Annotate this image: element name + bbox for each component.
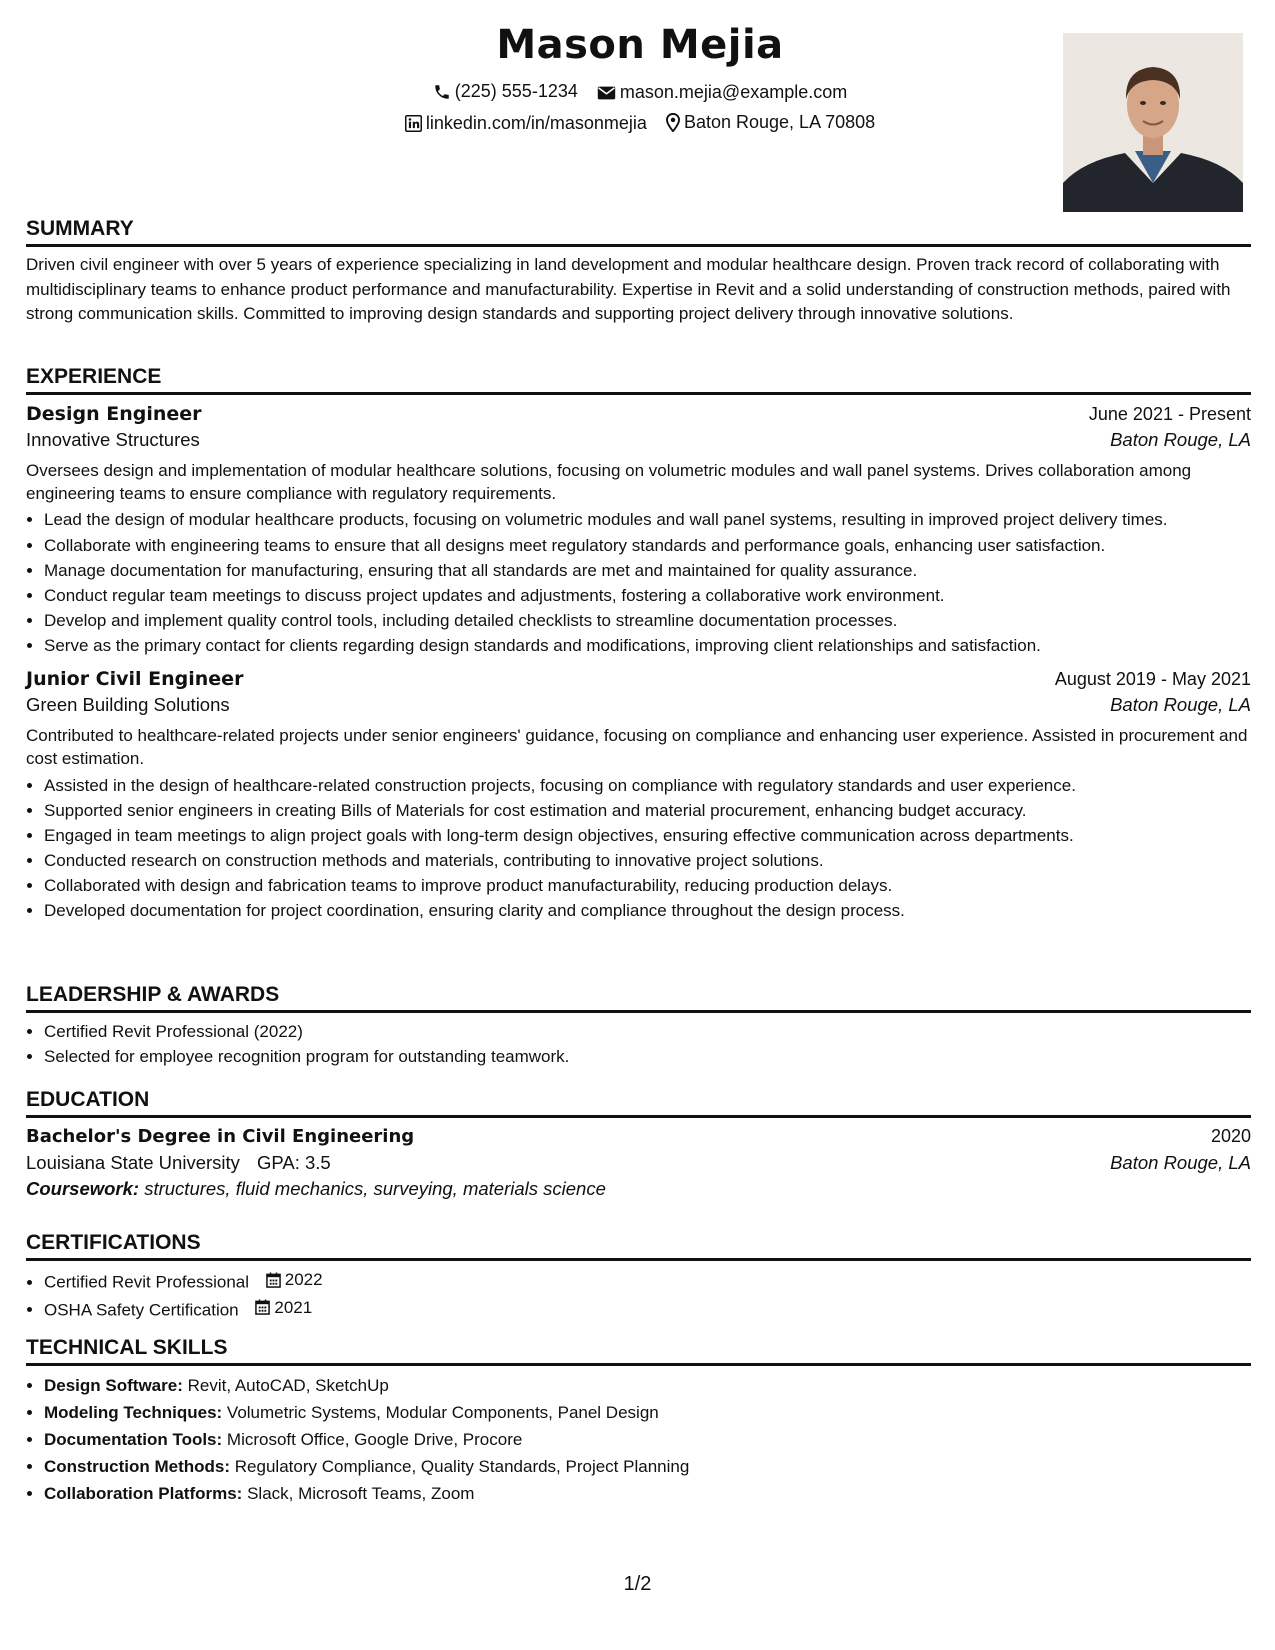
list-item [44, 1267, 1251, 1295]
job-description: Contributed to healthcare-related projects under senior engineers' guidance, focusing on compliance and enhancing user experience. Assisted in procurement and cost estimation. [26, 726, 1248, 768]
degree-title: Bachelor's Degree in Civil Engineering [26, 1126, 415, 1147]
job-bullets [26, 508, 1251, 658]
list-item [44, 1295, 1251, 1323]
job-title-row [26, 403, 1251, 425]
contact-email[interactable] [597, 82, 847, 103]
linkedin-icon [405, 115, 422, 132]
list-item [44, 1480, 1251, 1507]
envelope-icon [597, 85, 616, 101]
map-pin-icon [666, 113, 680, 132]
job-title: Design Engineer [26, 403, 202, 425]
school-location: Baton Rouge, LA [1110, 1152, 1251, 1173]
list-item: • Collaborate with engineering teams to ensure that all designs meet regulatory standards and performance goals, enhancing user satisfaction. [44, 533, 1251, 558]
calendar-icon [255, 1299, 270, 1315]
skills-list [26, 1372, 1251, 1507]
contact-location [666, 112, 875, 133]
skill-label: Construction Methods: [44, 1457, 231, 1476]
leadership-list [26, 1019, 1251, 1069]
calendar-icon [266, 1272, 281, 1288]
list-item: • Assisted in the design of healthcare-related construction projects, focusing on compliance with regulatory standards and user experience. [44, 773, 1251, 798]
page-number: 1/2 [623, 1573, 652, 1595]
school-info [26, 1152, 331, 1174]
list-item: • Certified Revit Professional (2022) [44, 1019, 1251, 1044]
phone-icon [433, 83, 451, 101]
certification-year: 2021 [274, 1297, 313, 1317]
contact-linkedin[interactable] [405, 113, 647, 134]
phone-text: (225) 555-1234 [454, 81, 578, 101]
list-item: • Collaborated with design and fabrication teams to improve product manufacturability, reducing production delays. [44, 873, 1251, 898]
list-item: • Conduct regular team meetings to discuss project updates and adjustments, fostering a collaborative work environment. [44, 583, 1251, 608]
certification-date [255, 1295, 312, 1320]
job-location: Baton Rouge, LA [1110, 694, 1251, 715]
list-item [44, 1426, 1251, 1453]
certification-date [266, 1267, 323, 1292]
education-heading: EDUCATION [26, 1087, 1251, 1118]
skills-heading: TECHNICAL SKILLS [26, 1335, 1251, 1366]
list-item: • Serve as the primary contact for clients regarding design standards and modifications, improving client relationships and satisfaction. [44, 633, 1251, 658]
skill-value: Revit, AutoCAD, SketchUp [187, 1376, 389, 1395]
list-item: • Lead the design of modular healthcare products, focusing on volumetric modules and wall panel systems, resulting in improved project delivery times. [44, 508, 1251, 531]
experience-section [26, 364, 1251, 923]
contact-phone [433, 81, 578, 102]
school-row [26, 1152, 1251, 1174]
job-company-row [26, 429, 1251, 451]
certifications-heading: CERTIFICATIONS [26, 1230, 1251, 1261]
certifications-list [26, 1267, 1251, 1322]
coursework [26, 1178, 1251, 1200]
leadership-heading: LEADERSHIP & AWARDS [26, 982, 1251, 1013]
experience-heading: EXPERIENCE [26, 364, 1251, 395]
coursework-label: Coursework: [26, 1178, 140, 1199]
summary-section [26, 216, 1251, 327]
list-item [44, 1372, 1251, 1399]
skill-value: Regulatory Compliance, Quality Standards, Project Planning [234, 1457, 690, 1476]
certification-name: Certified Revit Professional [44, 1272, 250, 1292]
email-text: mason.mejia@example.com [619, 82, 848, 102]
job-company: Green Building Solutions [26, 694, 230, 715]
job-description: Oversees design and implementation of modular healthcare solutions, focusing on volumetric modules and wall panel systems. Drives collaboration among engineering teams to ensure compliance with regulatory requirements. [26, 461, 1192, 503]
list-item: • Develop and implement quality control tools, including detailed checklists to streamline documentation processes. [44, 608, 1251, 633]
certification-year: 2022 [284, 1270, 323, 1289]
skills-section [26, 1335, 1251, 1507]
list-item: • Developed documentation for project coordination, ensuring clarity and compliance throughout the design process. [44, 898, 1251, 923]
school-name: Louisiana State University [26, 1152, 240, 1173]
job-entry [26, 403, 1251, 658]
education-section [26, 1087, 1251, 1200]
summary-heading: SUMMARY [26, 216, 1251, 247]
list-item: • Manage documentation for manufacturing, ensuring that all standards are met and maintained for quality assurance. [44, 558, 1251, 583]
list-item: • Engaged in team meetings to align project goals with long-term design objectives, ensuring effective communication across departments. [44, 823, 1251, 848]
degree-year: 2020 [1210, 1126, 1251, 1146]
linkedin-text: linkedin.com/in/masonmejia [425, 113, 647, 133]
profile-photo [1063, 33, 1243, 212]
candidate-name: Mason Mejia [496, 22, 784, 68]
skill-label: Design Software: [44, 1376, 183, 1395]
skill-label: Modeling Techniques: [44, 1403, 223, 1422]
leadership-section [26, 982, 1251, 1069]
skill-label: Documentation Tools: [44, 1430, 223, 1449]
person-portrait-icon [1063, 33, 1243, 212]
job-location: Baton Rouge, LA [1110, 429, 1251, 450]
job-title: Junior Civil Engineer [26, 668, 244, 690]
gpa: GPA: 3.5 [257, 1152, 331, 1173]
job-dates: June 2021 - Present [1088, 404, 1251, 424]
skill-value: Volumetric Systems, Modular Components, Panel Design [226, 1403, 659, 1422]
resume-page [26, 0, 1251, 1650]
skill-value: Microsoft Office, Google Drive, Procore [226, 1430, 523, 1449]
job-company-row [26, 694, 1251, 716]
coursework-text: structures, fluid mechanics, surveying, materials science [144, 1178, 606, 1199]
job-dates: August 2019 - May 2021 [1054, 669, 1251, 689]
summary-text: Driven civil engineer with over 5 years of experience specializing in land development and modular healthcare design. Proven track record of collaborating with multidisciplinary teams to enhance product performance and manufacturability. Expertise in Revit and a solid understanding of construction methods, paired with strong communication skills. Committed to improving design standards and supporting project delivery through innovative solutions. [26, 255, 1231, 323]
list-item [44, 1453, 1251, 1480]
skill-value: Slack, Microsoft Teams, Zoom [247, 1484, 475, 1503]
list-item: • Selected for employee recognition program for outstanding teamwork. [44, 1044, 1251, 1069]
list-item: • Supported senior engineers in creating Bills of Materials for cost estimation and material procurement, enhancing budget accuracy. [44, 798, 1251, 823]
job-entry [26, 668, 1251, 923]
certification-name: OSHA Safety Certification [44, 1300, 239, 1319]
degree-row [26, 1126, 1251, 1147]
list-item [44, 1399, 1251, 1426]
job-company: Innovative Structures [26, 429, 200, 450]
job-bullets [26, 773, 1251, 923]
skill-label: Collaboration Platforms: [44, 1484, 243, 1503]
job-title-row [26, 668, 1251, 690]
list-item: • Conducted research on construction methods and materials, contributing to innovative project solutions. [44, 848, 1251, 873]
location-text: Baton Rouge, LA 70808 [683, 112, 876, 132]
certifications-section [26, 1230, 1251, 1322]
